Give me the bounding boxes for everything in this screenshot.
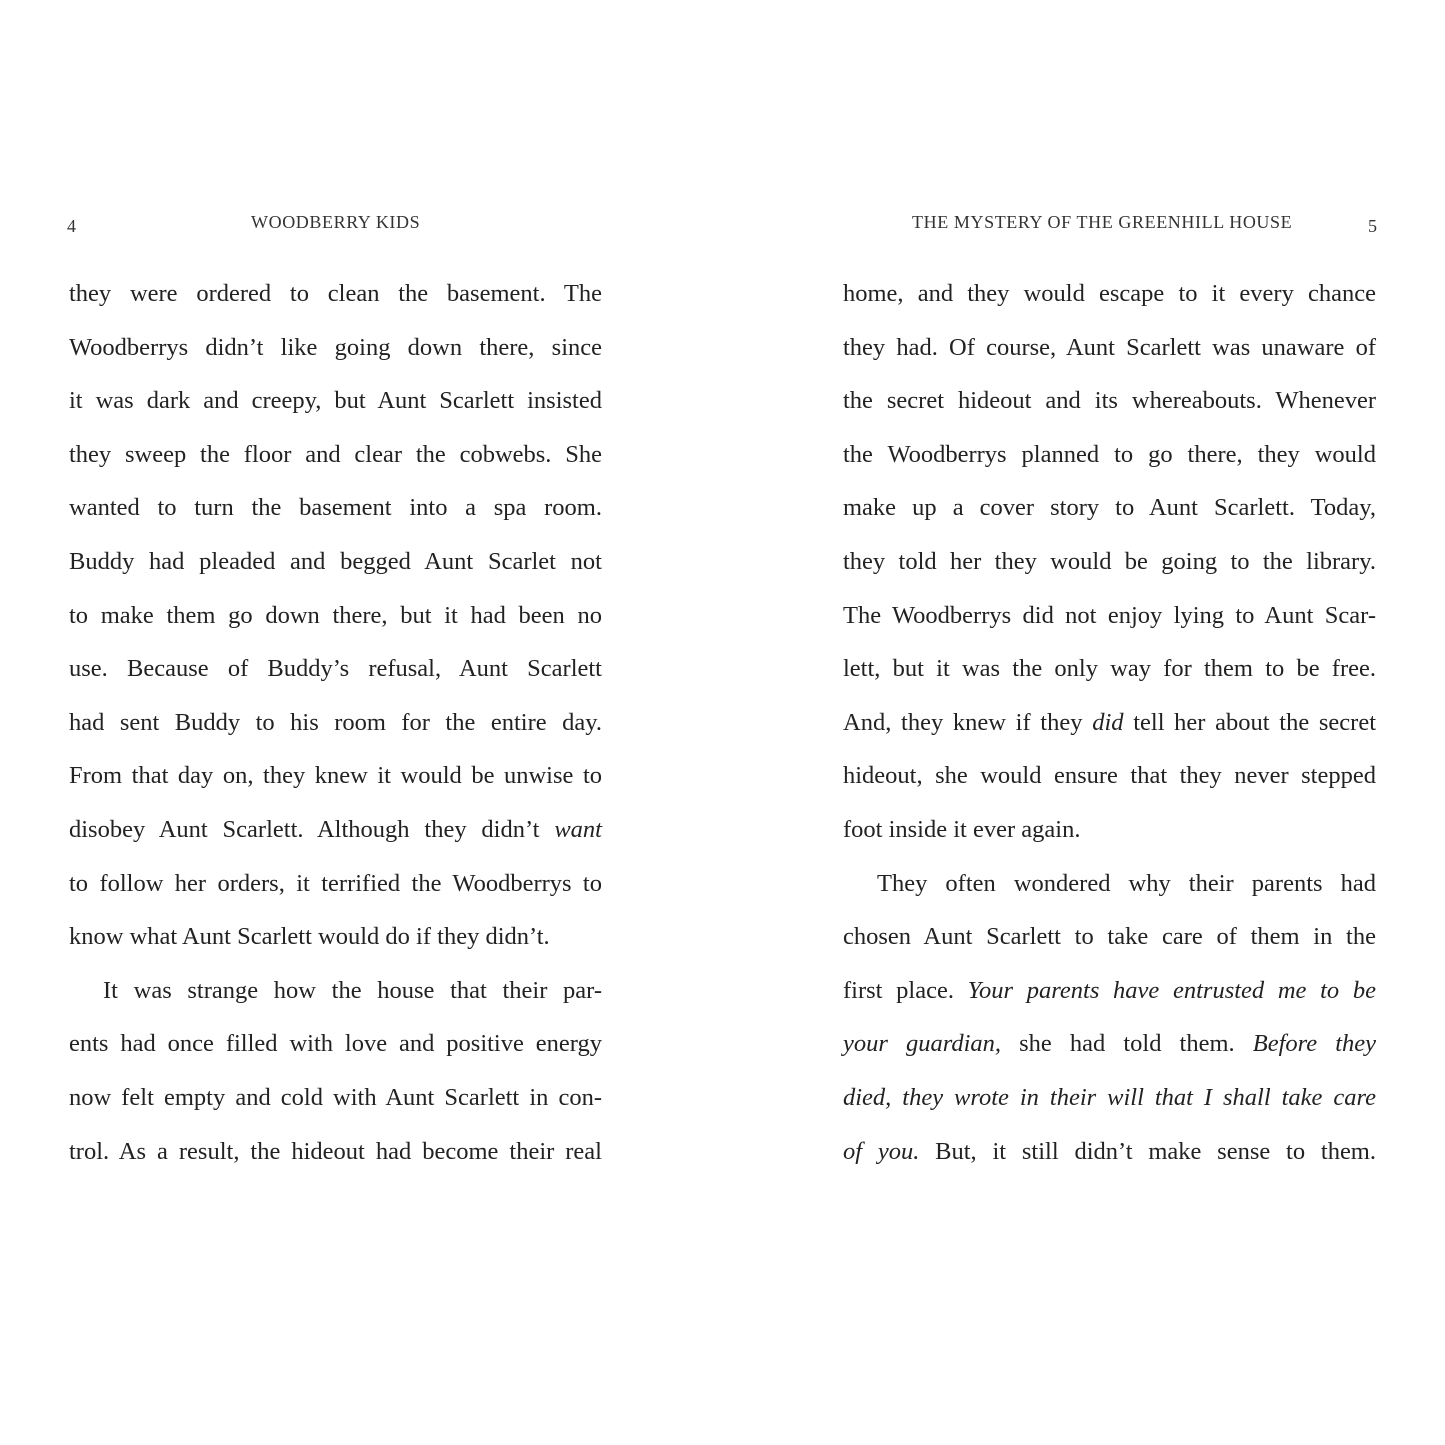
text-line: to make them go down there, but it had been no (69, 601, 602, 629)
text-line: they told her they would be going to the library. (843, 547, 1376, 575)
running-head: THE MYSTERY OF THE GREENHILL HOUSE (912, 212, 1293, 232)
text-line: the secret hideout and its whereabouts. Whenever (843, 387, 1376, 415)
italic-text: died, they wrote in their will that I shall take care (843, 1083, 1376, 1111)
text-line: chosen Aunt Scarlett to take care of them in the (843, 923, 1376, 951)
italic-text: your guardian, (843, 1030, 1002, 1058)
right-page (722, 0, 1444, 1445)
page-body (69, 267, 602, 1178)
text-line (843, 696, 1376, 750)
italic-text: of you. (843, 1137, 920, 1165)
text-line: the Woodberrys planned to go there, they would (843, 440, 1376, 468)
text-line: it was dark and creepy, but Aunt Scarlett insisted (69, 387, 602, 415)
page-number: 5 (1368, 216, 1378, 236)
text-line (69, 803, 602, 857)
text-line: Woodberrys didn’t like going down there, since (69, 333, 602, 361)
text-line: lett, but it was the only way for them to be free. (843, 655, 1376, 683)
text-segment: she had told them. (1019, 1030, 1235, 1058)
text-segment: And, they knew if they (843, 708, 1083, 736)
text-line: The Woodberrys did not enjoy lying to Aunt Scar- (843, 601, 1376, 629)
text-line: Buddy had pleaded and begged Aunt Scarlet not (69, 547, 602, 575)
text-line (843, 1125, 1376, 1179)
text-line: wanted to turn the basement into a spa room. (69, 494, 602, 522)
page-number: 4 (67, 216, 77, 236)
text-line: use. Because of Buddy’s refusal, Aunt Scarlett (69, 655, 602, 683)
text-line: know what Aunt Scarlett would do if they didn’t. (69, 923, 550, 951)
text-line: had sent Buddy to his room for the entire day. (69, 708, 602, 736)
left-page (0, 0, 722, 1445)
text-line: they were ordered to clean the basement. The (69, 280, 602, 307)
italic-text: Before they (1252, 1030, 1377, 1058)
text-line: they had. Of course, Aunt Scarlett was unaware of (843, 333, 1376, 361)
running-head: WOODBERRY KIDS (251, 212, 421, 232)
text-line: make up a cover story to Aunt Scarlett. Today, (843, 494, 1376, 522)
text-line: From that day on, they knew it would be unwise to (69, 762, 602, 790)
text-line: they sweep the floor and clear the cobwebs. She (69, 440, 602, 468)
text-segment: tell her about the secret (1133, 708, 1377, 736)
text-line (843, 1017, 1376, 1071)
text-line (843, 964, 1376, 1018)
italic-text: Your parents have entrusted me to be (967, 976, 1377, 1004)
text-line: It was strange how the house that their par- (103, 976, 602, 1004)
text-segment: But, it still didn’t make sense to them. (935, 1137, 1376, 1165)
text-line: trol. As a result, the hideout had become their real (69, 1137, 602, 1165)
italic-text: want (554, 815, 602, 843)
text-line: home, and they would escape to it every chance (843, 280, 1376, 307)
text-line (843, 1071, 1376, 1125)
text-line: foot inside it ever again. (843, 815, 1081, 843)
text-line: now felt empty and cold with Aunt Scarlett in con- (69, 1083, 602, 1111)
italic-text: did (1092, 708, 1124, 736)
text-line: They often wondered why their parents had (877, 869, 1376, 897)
text-line: to follow her orders, it terrified the Woodberrys to (69, 869, 602, 897)
text-segment: disobey Aunt Scarlett. Although they didn’t (69, 815, 540, 843)
text-segment: first place. (843, 976, 954, 1004)
page-body (843, 267, 1376, 1178)
text-line: ents had once filled with love and positive energy (69, 1030, 602, 1058)
text-line: hideout, she would ensure that they never stepped (843, 762, 1376, 790)
